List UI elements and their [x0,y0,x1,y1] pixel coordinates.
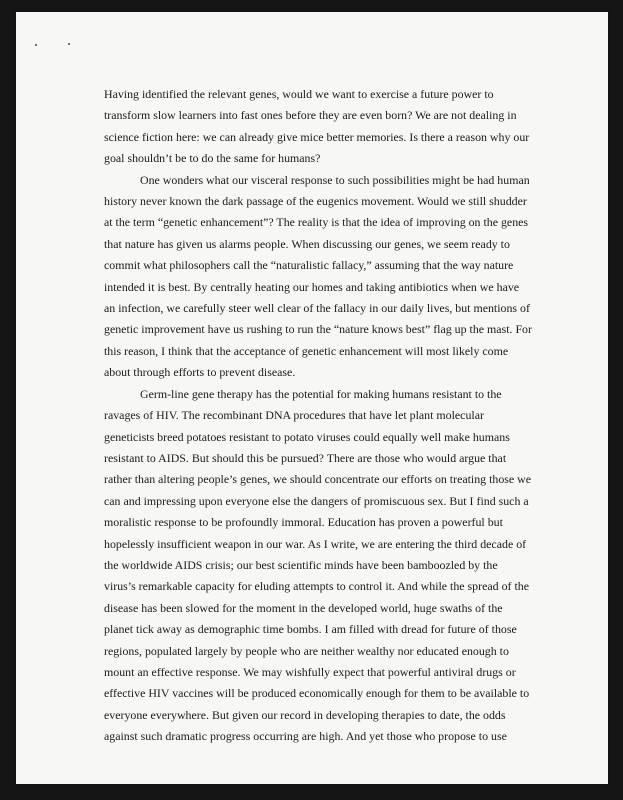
text-line: goal shouldn’t be to do the same for humans? [104,151,321,166]
text-line: geneticists breed potatoes resistant to potato viruses could equally well make humans [104,429,510,444]
dust-speck-icon [35,44,37,46]
text-line: science fiction here: we can already give mice better memories. Is there a reason why our [104,129,530,144]
text-line: transform slow learners into fast ones before they are even born? We are not dealing in [104,108,517,123]
dust-speck-icon [68,43,70,45]
text-line: hopelessly insufficient weapon in our war. As I write, we are entering the third decade of [104,536,527,551]
text-line: the worldwide AIDS crisis; our best scientific minds have been bamboozled by the [104,557,498,572]
text-line: disease has been slowed for the moment in the developed world, huge swaths of the [104,600,503,615]
text-line: everyone everywhere. But given our record in developing therapies to date, the odds [104,707,506,722]
text-line: commit what philosophers call the “naturalistic fallacy,” assuming that the way nature [104,258,514,273]
text-line: rather than altering people’s genes, we should concentrate our efforts on treating those we [104,472,532,487]
text-line: an infection, we carefully steer well clear of the fallacy in our daily lives, but mentions of [104,301,530,316]
text-line: Germ-line gene therapy has the potential for making humans resistant to the [140,386,502,401]
text-line: effective HIV vaccines will be produced economically enough for them to be available to [104,686,530,701]
text-line: against such dramatic progress occurring are high. And yet those who propose to use [104,729,507,744]
text-line: this reason, I think that the acceptance of genetic enhancement will most likely come [104,343,509,358]
text-line: resistant to AIDS. But should this be pursued? There are those who would argue that [104,450,507,465]
text-line: at the term “genetic enhancement”? The reality is that the idea of improving on the genes [104,215,529,230]
text-line: that nature has given us alarms people. When discussing our genes, we seem ready to [104,236,510,251]
text-line: history never known the dark passage of the eugenics movement. Would we still shudder [104,194,527,209]
text-line: virus’s remarkable capacity for eluding attempts to control it. And while the spread of the [104,579,529,594]
paper-sheet [16,12,608,784]
text-line: ravages of HIV. The recombinant DNA procedures that have let plant molecular [104,408,484,423]
text-line: moralistic response to be profoundly immoral. Education has proven a powerful but [104,515,503,530]
text-line: planet tick away as demographic time bombs. I am filled with dread for future of those [104,622,517,637]
text-line: regions, populated largely by people who are neither wealthy nor educated enough to [104,643,509,658]
text-line: can and impressing upon everyone else the dangers of promiscuous sex. But I find such a [104,493,529,508]
text-line: One wonders what our visceral response to such possibilities might be had human [140,172,530,187]
text-line: intended it is best. By centrally heating our homes and taking antibiotics when we have [104,279,520,294]
body-text [104,84,539,748]
text-line: genetic improvement have us rushing to run the “nature knows best” flag up the mast. For [104,322,532,337]
text-line: about through efforts to prevent disease. [104,365,296,380]
text-line: mount an effective response. We may wishfully expect that powerful antiviral drugs or [104,664,516,679]
text-line: Having identified the relevant genes, would we want to exercise a future power to [104,87,494,101]
